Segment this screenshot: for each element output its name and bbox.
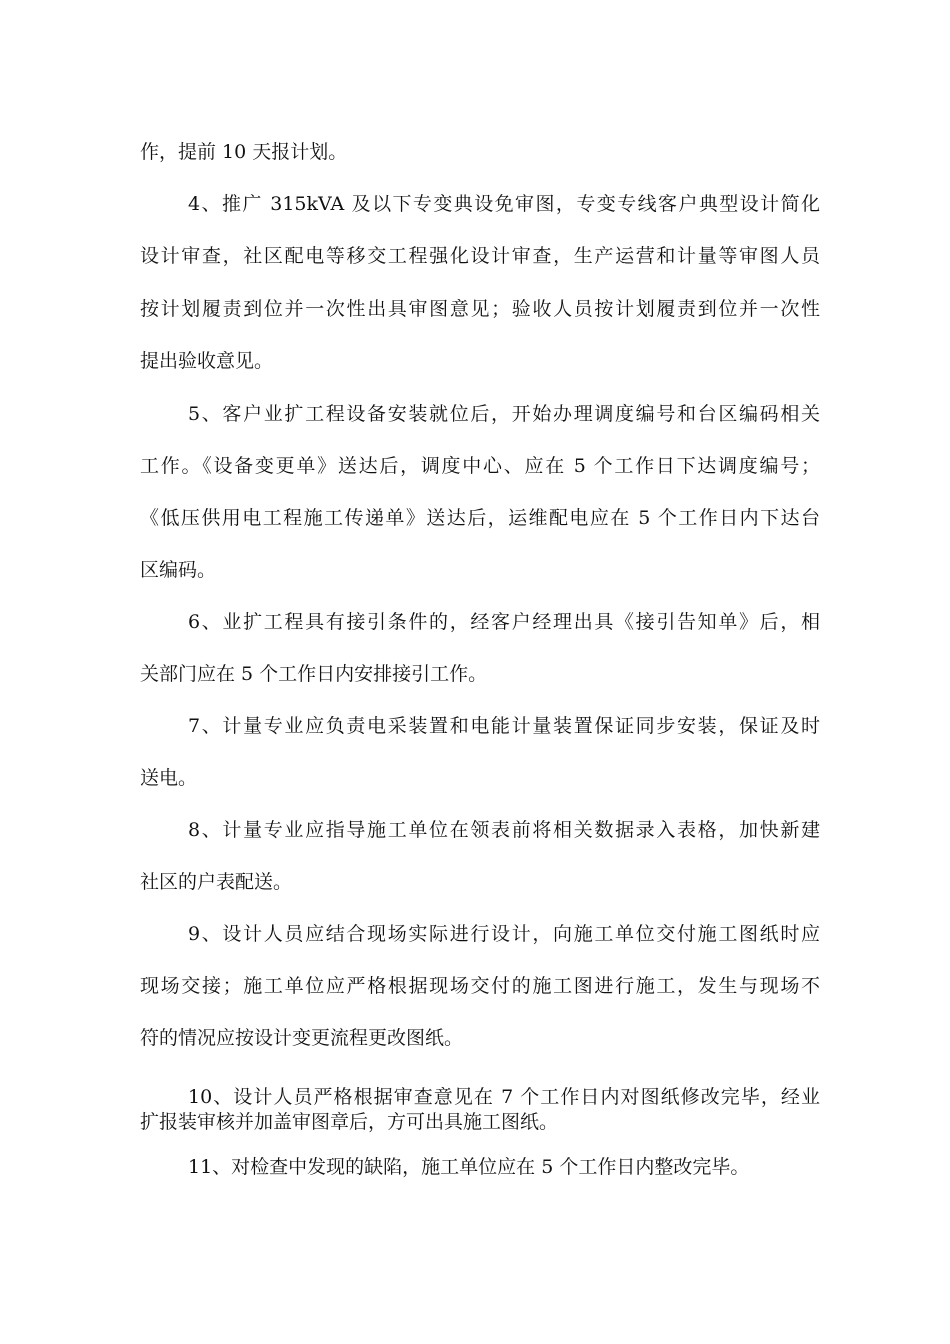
text-line: 设计审查，社区配电等移交工程强化设计审查，生产运营和计量等审图人员 <box>140 245 820 267</box>
text-line: 按计划履责到位并一次性出具审图意见；验收人员按计划履责到位并一次性 <box>140 298 820 320</box>
text-line: 10、设计人员严格根据审查意见在 7 个工作日内对图纸修改完毕，经业 <box>188 1086 820 1108</box>
text-line: 提出验收意见。 <box>140 350 274 372</box>
text-line: 社区的户表配送。 <box>140 871 293 893</box>
text-line: 工作。《设备变更单》送达后，调度中心、应在 5 个工作日下达调度编号； <box>140 455 820 477</box>
text-line: 送电。 <box>140 767 198 789</box>
text-line: 8、计量专业应指导施工单位在领表前将相关数据录入表格，加快新建 <box>188 819 820 841</box>
text-line: 9、设计人员应结合现场实际进行设计，向施工单位交付施工图纸时应 <box>188 923 820 945</box>
text-line: 5、客户业扩工程设备安装就位后，开始办理调度编号和台区编码相关 <box>188 403 820 425</box>
text-line: 区编码。 <box>140 559 217 581</box>
text-line: 关部门应在 5 个工作日内安排接引工作。 <box>140 663 488 685</box>
text-line: 现场交接；施工单位应严格根据现场交付的施工图进行施工，发生与现场不 <box>140 975 820 997</box>
text-line: 作，提前 10 天报计划。 <box>140 141 348 163</box>
text-line: 11、对检查中发现的缺陷，施工单位应在 5 个工作日内整改完毕。 <box>188 1156 750 1178</box>
text-line: 扩报装审核并加盖审图章后，方可出具施工图纸。 <box>140 1111 559 1133</box>
text-line: 4、推广 315kVA 及以下专变典设免审图，专变专线客户典型设计简化 <box>188 193 820 215</box>
text-line: 符的情况应按设计变更流程更改图纸。 <box>140 1027 464 1049</box>
text-line: 7、计量专业应负责电采装置和电能计量装置保证同步安装，保证及时 <box>188 715 820 737</box>
text-line: 《低压供用电工程施工传递单》送达后，运维配电应在 5 个工作日内下达台 <box>140 507 820 529</box>
text-line: 6、业扩工程具有接引条件的，经客户经理出具《接引告知单》后，相 <box>188 611 820 633</box>
